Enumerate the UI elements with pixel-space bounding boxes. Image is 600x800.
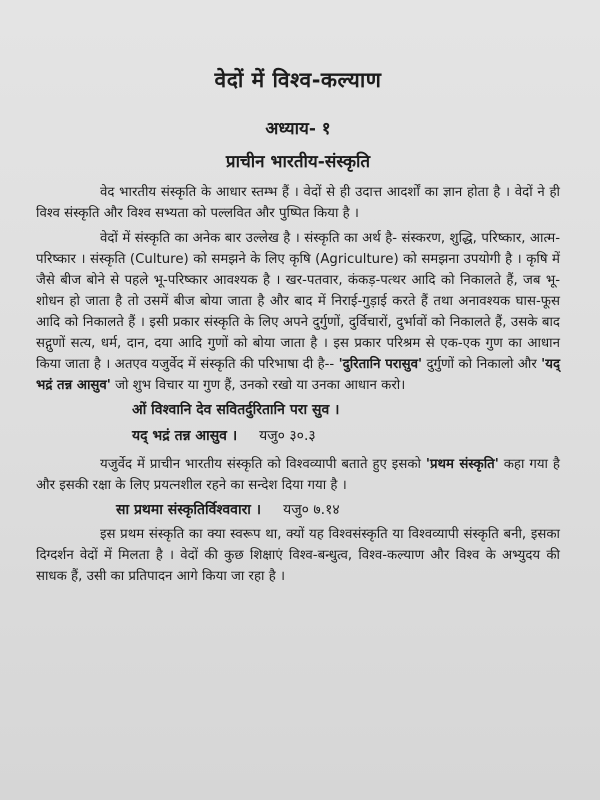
mantra-3 xyxy=(36,498,560,522)
paragraph-2-text: वेदों में संस्कृति का अनेक बार उल्लेख है । संस्कृति का अर्थ है- संस्करण, शुद्धि, परिष्कार, आत्म-परिष्कार । संस्कृति (Culture) को समझने के लिए कृषि (Agriculture) को समझना उपयोगी है । कृषि में जैसे बीज बोने से पहले भू-परिष्कार आवश्यक है । खर-पतवार, कंकड़-पत्थर आदि को निकालते हैं, जब भू-शोधन हो जाता है तो उसमें बीज बोया जाता है और बाद में निराई-गुड़ाई करते हैं तथा अनावश्यक घास-फूस आदि को निकालते हैं । इसी प्रकार संस्कृति के लिए अपने दुर्गुणों, दुर्विचारों, दुर्भावों को निकालते हैं, उसके बाद सद्गुणों सत्य, धर्म, दान, दया आदि गुणों को बोया जाता है । इस प्रकार परिश्रम से एक-एक गुण का आधान किया जाता है । अतएव यजुर्वेद में संस्कृति की परिभाषा दी है-- xyxy=(36,231,560,372)
mantra-3-reference: यजु० ७.१४ xyxy=(283,502,340,518)
paragraph-2-mid: दुर्गुणों को निकालो और xyxy=(422,357,542,372)
mantra-3-text: सा प्रथमा संस्कृतिर्विश्ववारा । xyxy=(116,502,262,518)
quote-duritani: 'दुरितानि परासुव' xyxy=(338,357,423,372)
section-heading: प्राचीन भारतीय-संस्कृति xyxy=(225,152,371,172)
page-title: वेदों में विश्व-कल्याण xyxy=(214,68,382,92)
quote-yad-bhadram: 'यद् भद्रं तन्न आसुव' xyxy=(36,357,560,393)
mantra-2-text: यद् भद्रं तन्न आसुव । xyxy=(132,428,238,444)
paragraph-3-end: कहा गया है और इसकी रक्षा के लिए प्रयत्नशील रहने का सन्देश दिया गया है । xyxy=(36,457,560,493)
mantra-2 xyxy=(36,424,560,448)
paragraph-3-start: यजुर्वेद में प्राचीन भारतीय संस्कृति को विश्वव्यापी बताते हुए इसको xyxy=(100,457,426,472)
chapter-label: अध्याय- १ xyxy=(265,119,331,139)
quote-prathama-sanskriti: 'प्रथम संस्कृति' xyxy=(425,457,499,472)
paragraph-2-end: जो शुभ विचार या गुण हैं, उनको रखो या उनका आधान करो। xyxy=(110,378,406,393)
paragraph-1: वेद भारतीय संस्कृति के आधार स्तम्भ हैं । वेदों से ही उदात्त आदर्शों का ज्ञान होता है । वेदों ने ही विश्व संस्कृति और विश्व सभ्यता को पल्लवित और पुष्पित किया है । xyxy=(36,185,560,221)
mantra-1: ओं विश्वानि देव सवितर्दुरितानि परा सुव । xyxy=(132,402,340,418)
paragraph-2 xyxy=(36,228,560,396)
paragraph-4: इस प्रथम संस्कृति का क्या स्वरूप था, क्यों यह विश्वसंस्कृति या विश्वव्यापी संस्कृति बनी, इसका दिग्दर्शन वेदों में मिलता है । वेदों की कुछ शिक्षाएं विश्व-बन्धुत्व, विश्व-कल्याण और विश्व के अभ्युदय की साधक हैं, उसी का प्रतिपादन आगे किया जा रहा है । xyxy=(36,527,560,584)
paragraph-3 xyxy=(36,454,560,496)
mantra-2-reference: यजु० ३०.३ xyxy=(259,428,316,444)
